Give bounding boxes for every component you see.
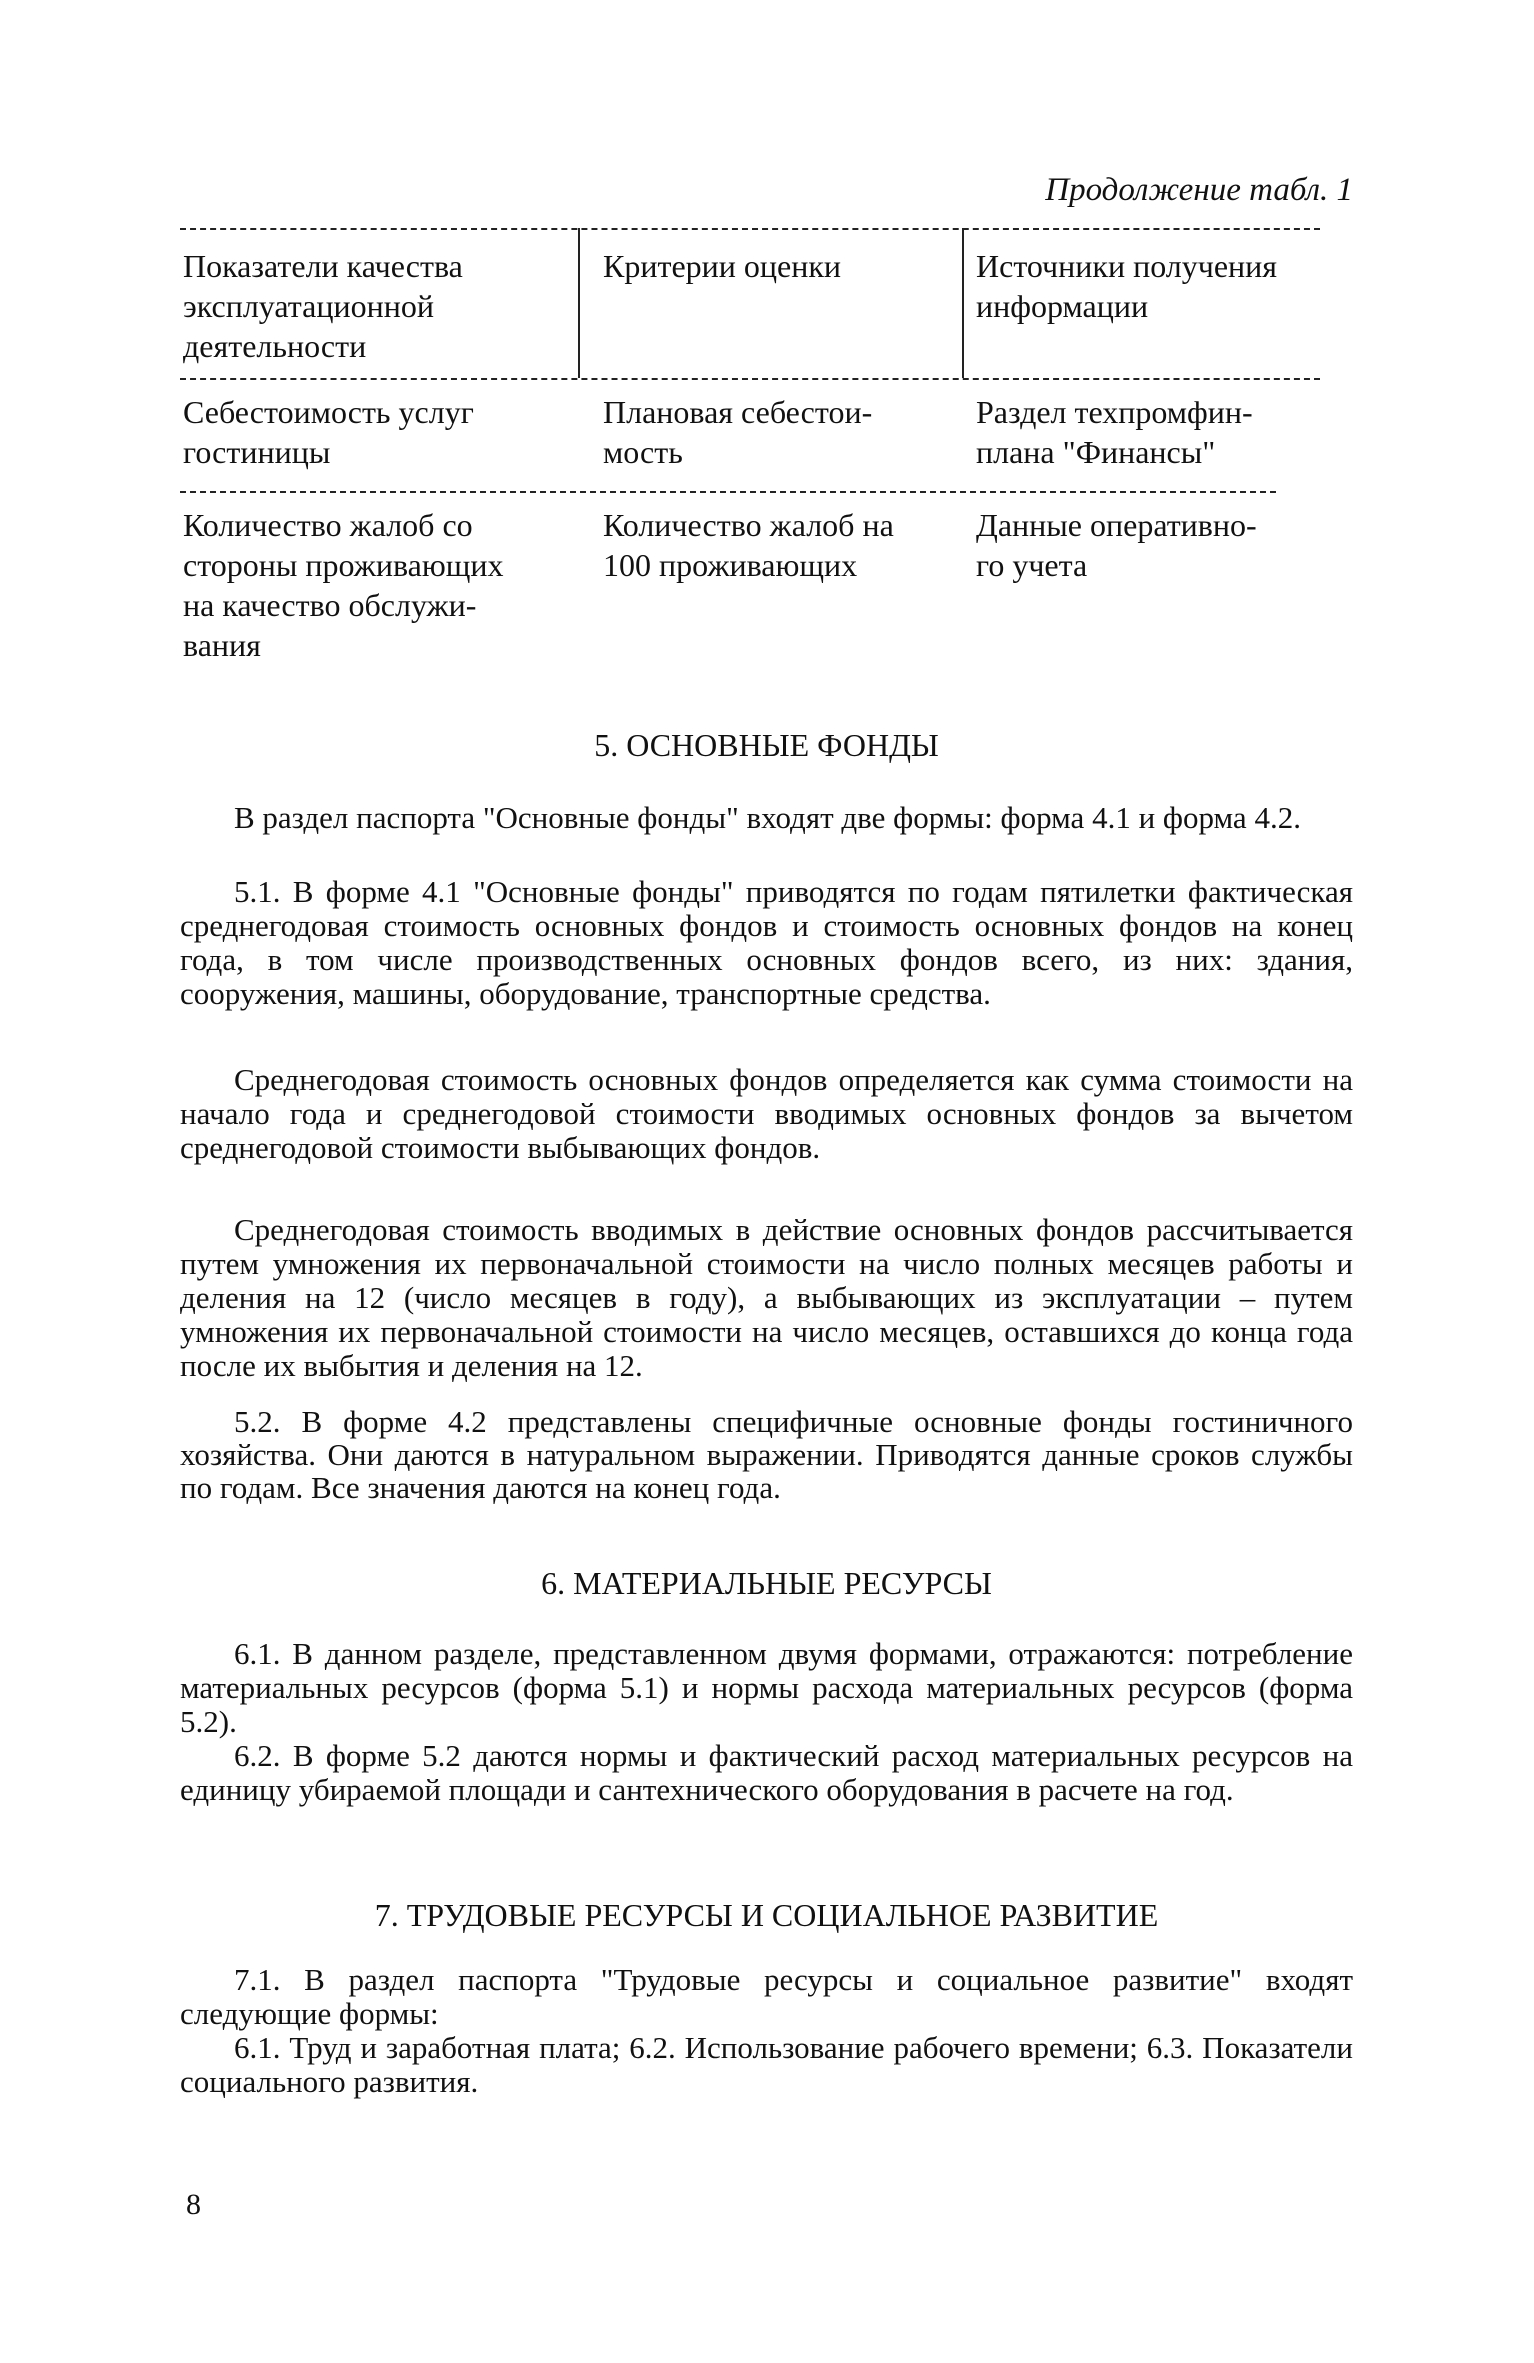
paragraph: 7.1. В раздел паспорта "Трудовые ресурсы и социальное развитие" входят следующие формы: xyxy=(180,1962,1353,2031)
table-header-cell: Критерии оценки xyxy=(603,248,842,284)
table-header-cell: Показатели качества эксплуатационной деятельности xyxy=(183,248,463,364)
section-heading: 6. МАТЕРИАЛЬНЫЕ РЕСУРСЫ xyxy=(541,1565,992,1601)
paragraph: Среднегодовая стоимость вводимых в действие основных фондов рассчитывается путем умножения их первоначальной стоимости на число полных месяцев работы и деления на 12 (число месяцев в году), а выбывающих из эксплуатации – путем умножения их первоначальной стоимости на число месяцев, оставшихся до конца года после их выбытия и деления на 12. xyxy=(180,1212,1353,1383)
paragraph: 6.1. В данном разделе, представленном двумя формами, отражаются: потребление материальных ресурсов (форма 5.1) и нормы расхода материальных ресурсов (форма 5.2). xyxy=(180,1636,1353,1739)
table-column-divider xyxy=(578,228,580,378)
table-cell: Себестоимость услуг гостиницы xyxy=(183,394,474,470)
table-column-divider xyxy=(962,228,964,378)
section-heading: 7. ТРУДОВЫЕ РЕСУРСЫ И СОЦИАЛЬНОЕ РАЗВИТИЕ xyxy=(374,1897,1159,1933)
paragraph: 6.1. Труд и заработная плата; 6.2. Использование рабочего времени; 6.3. Показатели социального развития. xyxy=(180,2030,1353,2099)
section-heading: 5. ОСНОВНЫЕ ФОНДЫ xyxy=(594,727,939,763)
table-header-rule xyxy=(180,378,1320,380)
table-cell: Плановая себестои- мость xyxy=(603,394,873,470)
table-row-rule xyxy=(180,491,1276,493)
paragraph: Среднегодовая стоимость основных фондов определяется как сумма стоимости на начало года и среднегодовой стоимости вводимых основных фондов за вычетом среднегодовой стоимости выбывающих фондов. xyxy=(180,1062,1353,1165)
page-number: 8 xyxy=(186,2188,201,2221)
table-cell: Количество жалоб на 100 проживающих xyxy=(603,507,894,583)
table-cell: Раздел техпромфин- плана "Финансы" xyxy=(976,394,1253,470)
paragraph: 6.2. В форме 5.2 даются нормы и фактический расход материальных ресурсов на единицу убираемой площади и сантехнического оборудования в расчете на год. xyxy=(180,1738,1353,1807)
paragraph: В раздел паспорта "Основные фонды" входят две формы: форма 4.1 и форма 4.2. xyxy=(234,800,1301,835)
paragraph: 5.2. В форме 4.2 представлены специфичные основные фонды гостиничного хозяйства. Они даются в натуральном выражении. Приводятся данные сроков службы по годам. Все значения даются на конец года. xyxy=(180,1404,1353,1505)
table-cell: Данные оперативно- го учета xyxy=(976,507,1257,583)
table-header-cell: Источники получения информации xyxy=(976,248,1277,324)
table-cell: Количество жалоб со стороны проживающих на качество обслужи- вания xyxy=(183,507,504,663)
table-continuation-label: Продолжение табл. 1 xyxy=(1045,172,1353,208)
table-top-rule xyxy=(180,228,1320,230)
paragraph: 5.1. В форме 4.1 "Основные фонды" приводятся по годам пятилетки фактическая среднегодовая стоимость основных фондов и стоимость основных фондов на конец года, в том числе производственных основных фондов всего, из них: здания, сооружения, машины, оборудование, транспортные средства. xyxy=(180,874,1353,1011)
